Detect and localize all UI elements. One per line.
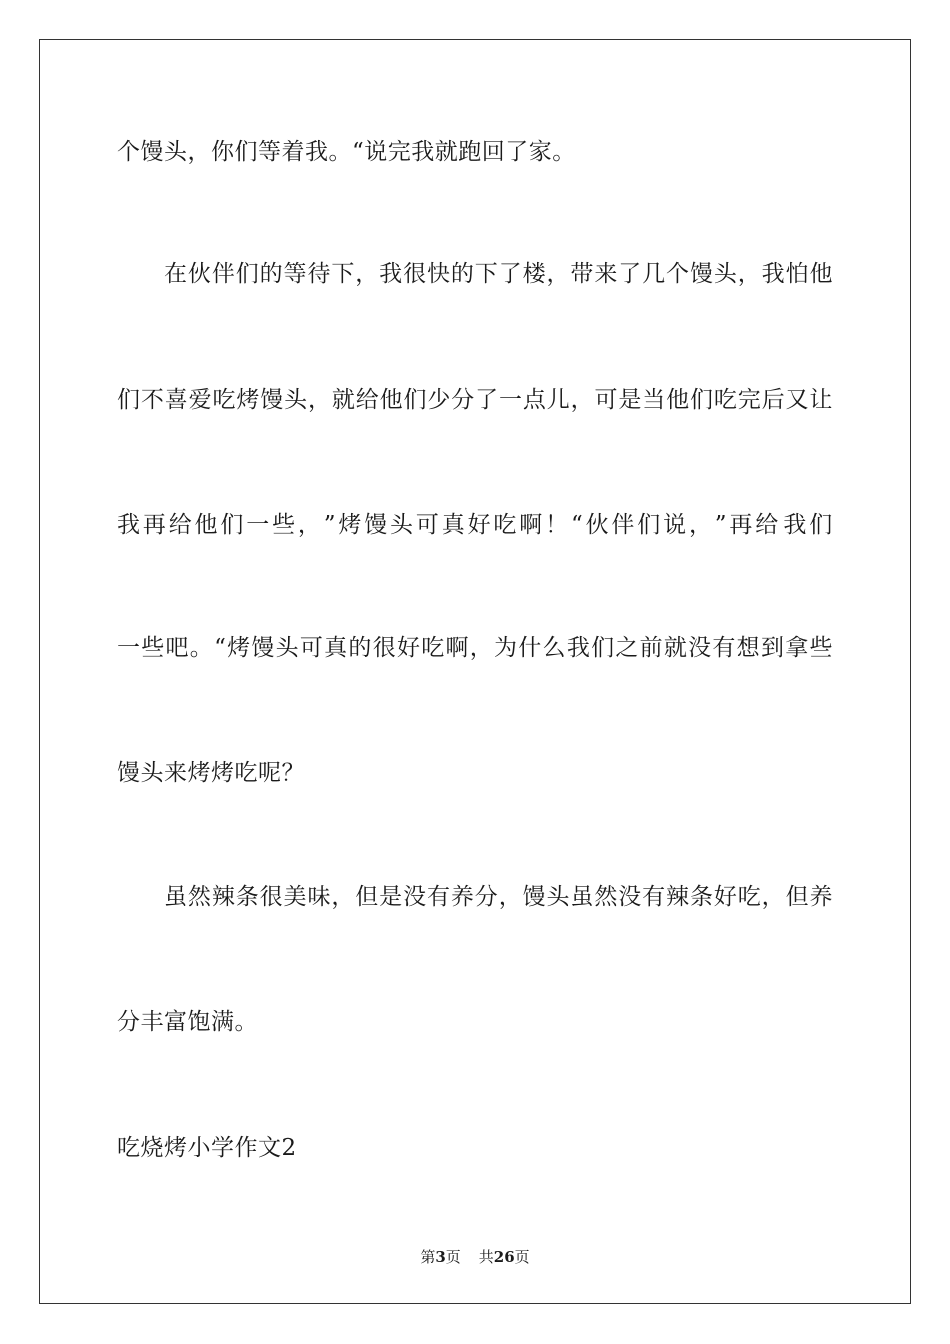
text-char: 带 [570, 261, 594, 287]
text-char: 吃 [212, 387, 236, 413]
text-char: ， [355, 261, 379, 287]
text-char: 我 [566, 635, 591, 661]
text-char: 我 [761, 261, 786, 287]
text-char: 楼 [522, 261, 547, 287]
text-char: 伙 [187, 261, 212, 287]
text-char: 他 [194, 512, 219, 538]
text-char: 给 [355, 387, 380, 413]
text-char: 分 [451, 387, 475, 413]
text-char: 馒 [522, 884, 547, 910]
text-char: 美 [283, 884, 308, 910]
text-char: ， [469, 635, 494, 661]
paragraph-line [117, 882, 833, 912]
text-char: 就 [331, 387, 356, 413]
text-char: 真 [324, 635, 348, 661]
text-char: 头 [284, 387, 308, 413]
text-char: “ [214, 635, 227, 661]
text-char: 几 [642, 261, 666, 287]
text-char: 没 [403, 884, 427, 910]
text-char: 喜 [164, 387, 189, 413]
text-char: 了 [498, 261, 523, 287]
text-char: 之 [615, 635, 639, 661]
text-char: ， [570, 387, 595, 413]
text-char: 前 [639, 635, 664, 661]
text-char: 吃 [493, 512, 517, 538]
text-char: 他 [379, 387, 404, 413]
text-char: 吧 [165, 635, 190, 661]
paragraph-line [117, 633, 833, 663]
text-char: 下 [331, 261, 355, 287]
text-char: 烤 [338, 512, 362, 538]
text-char: 条 [689, 884, 714, 910]
text-char: 是 [379, 884, 403, 910]
text-char: 等 [283, 261, 308, 287]
text-char: 好 [713, 884, 738, 910]
text-char: 辣 [211, 884, 236, 910]
text-char: 我 [783, 512, 807, 538]
text-char: 馒 [251, 635, 275, 661]
text-char: 然 [187, 884, 212, 910]
text-char: 了 [475, 387, 499, 413]
text-char: 爱 [188, 387, 213, 413]
text-char: 头 [713, 261, 738, 287]
text-char: 啊 [445, 635, 469, 661]
text-char: 到 [760, 635, 785, 661]
text-char: 待 [307, 261, 331, 287]
text-char: 好 [396, 635, 421, 661]
text-char: 儿 [546, 387, 571, 413]
text-char: 是 [618, 387, 642, 413]
text-line: 个馒头，你们等着我。“说完我就跑回了家。 [117, 139, 576, 165]
paragraph-line [117, 510, 833, 540]
text-char: 很 [259, 884, 284, 910]
text-char: 们 [591, 635, 615, 661]
text-char: 吃 [421, 635, 445, 661]
total-prefix: 共 [478, 1248, 494, 1266]
text-char: 虽 [570, 884, 594, 910]
text-char: 虽 [164, 884, 188, 910]
text-char: 快 [426, 261, 451, 287]
text-char: 给 [168, 512, 193, 538]
text-char: 们 [690, 387, 714, 413]
text-char: 他 [666, 387, 690, 413]
text-char: 吃 [713, 387, 738, 413]
text-char: 给 [755, 512, 779, 538]
page-border [39, 39, 911, 1304]
text-char: 烤 [236, 387, 260, 413]
text-char: 不 [140, 387, 165, 413]
text-char: 怕 [785, 261, 810, 287]
text-char: 很 [372, 635, 397, 661]
text-char: 想 [736, 635, 761, 661]
text-char: 有 [642, 884, 666, 910]
current-page-number: 3 [435, 1248, 446, 1266]
text-char: 可 [299, 635, 324, 661]
text-char: 头 [275, 635, 300, 661]
text-line: 馒头来烤烤吃呢？ [117, 760, 305, 786]
text-char: 下 [474, 261, 499, 287]
text-char: 馒 [260, 387, 284, 413]
text-char: 们 [637, 512, 661, 538]
paragraph-line [117, 259, 833, 289]
text-char: 条 [235, 884, 260, 910]
page-prefix: 第 [420, 1248, 436, 1266]
text-char: 说 [663, 512, 687, 538]
text-char: 他 [809, 261, 833, 287]
text-char: 让 [809, 387, 833, 413]
text-char: 辣 [666, 884, 690, 910]
text-char: 们 [220, 512, 244, 538]
text-char: ！ [545, 512, 569, 538]
text-char: 有 [712, 635, 736, 661]
text-char: 吃 [737, 884, 762, 910]
text-char: 啊 [519, 512, 543, 538]
text-char: 馒 [689, 261, 714, 287]
total-page-count: 26 [493, 1248, 515, 1266]
text-char: 些 [272, 512, 296, 538]
text-char: ” [714, 512, 728, 538]
text-char: 们 [403, 387, 427, 413]
total-suffix: 页 [514, 1248, 530, 1266]
text-char: 但 [785, 884, 810, 910]
text-char: ， [546, 261, 570, 287]
text-char: 一 [246, 512, 270, 538]
text-char: 些 [141, 635, 165, 661]
text-char: 味 [307, 884, 331, 910]
text-char: 馒 [364, 512, 388, 538]
text-char: 当 [642, 387, 666, 413]
text-char: 伴 [211, 261, 236, 287]
text-char: 拿 [785, 635, 809, 661]
text-char: 好 [467, 512, 492, 538]
text-char: “ [570, 512, 584, 538]
text-char: 养 [809, 884, 833, 910]
text-char: 些 [809, 635, 833, 661]
text-char: 么 [542, 635, 567, 661]
text-char: 。 [189, 635, 214, 661]
text-char: 可 [594, 387, 618, 413]
text-char: 的 [259, 261, 284, 287]
text-char: 烤 [227, 635, 251, 661]
text-char: 一 [499, 387, 523, 413]
text-char: 养 [450, 884, 475, 910]
text-char: 就 [663, 635, 688, 661]
text-char: 头 [546, 884, 570, 910]
text-char: 完 [737, 387, 762, 413]
text-char: 我 [379, 261, 403, 287]
text-char: 我 [117, 512, 141, 538]
page-suffix: 页 [445, 1248, 461, 1266]
text-char: 有 [426, 884, 451, 910]
text-char: ， [688, 512, 713, 538]
text-char: ， [308, 387, 332, 413]
text-char: 在 [164, 261, 188, 287]
text-char: 再 [729, 512, 753, 538]
text-char: 后 [761, 387, 786, 413]
text-char: 一 [117, 635, 141, 661]
text-char: 然 [594, 884, 618, 910]
section-heading: 吃烧烤小学作文2 [117, 1135, 297, 1161]
text-char: 又 [785, 387, 809, 413]
text-char: 但 [355, 884, 379, 910]
text-char: 真 [441, 512, 466, 538]
text-char: 可 [415, 512, 440, 538]
text-line: 分丰富饱满。 [117, 1009, 258, 1035]
text-char: 再 [142, 512, 167, 538]
text-char: ” [323, 512, 337, 538]
text-char: 的 [348, 635, 372, 661]
text-char: ， [761, 884, 786, 910]
text-char: 伴 [611, 512, 635, 538]
text-char: 们 [117, 387, 141, 413]
text-char: 伙 [585, 512, 610, 538]
text-char: 少 [427, 387, 451, 413]
text-char: 很 [403, 261, 427, 287]
text-char: ， [331, 884, 355, 910]
text-char: ， [737, 261, 762, 287]
text-char: 点 [522, 387, 547, 413]
text-char: 分 [474, 884, 499, 910]
text-char: 们 [235, 261, 260, 287]
text-char: 们 [809, 512, 833, 538]
text-char: 了 [618, 261, 642, 287]
text-char: 头 [390, 512, 414, 538]
text-char: 没 [618, 884, 642, 910]
text-char: ， [498, 884, 523, 910]
text-char: 个 [666, 261, 690, 287]
text-char: 来 [594, 261, 618, 287]
page-footer [0, 1247, 950, 1267]
text-char: 为 [494, 635, 518, 661]
text-char: 的 [450, 261, 475, 287]
text-char: 什 [518, 635, 542, 661]
text-char: ， [297, 512, 322, 538]
paragraph-line [117, 385, 833, 415]
text-char: 没 [688, 635, 712, 661]
